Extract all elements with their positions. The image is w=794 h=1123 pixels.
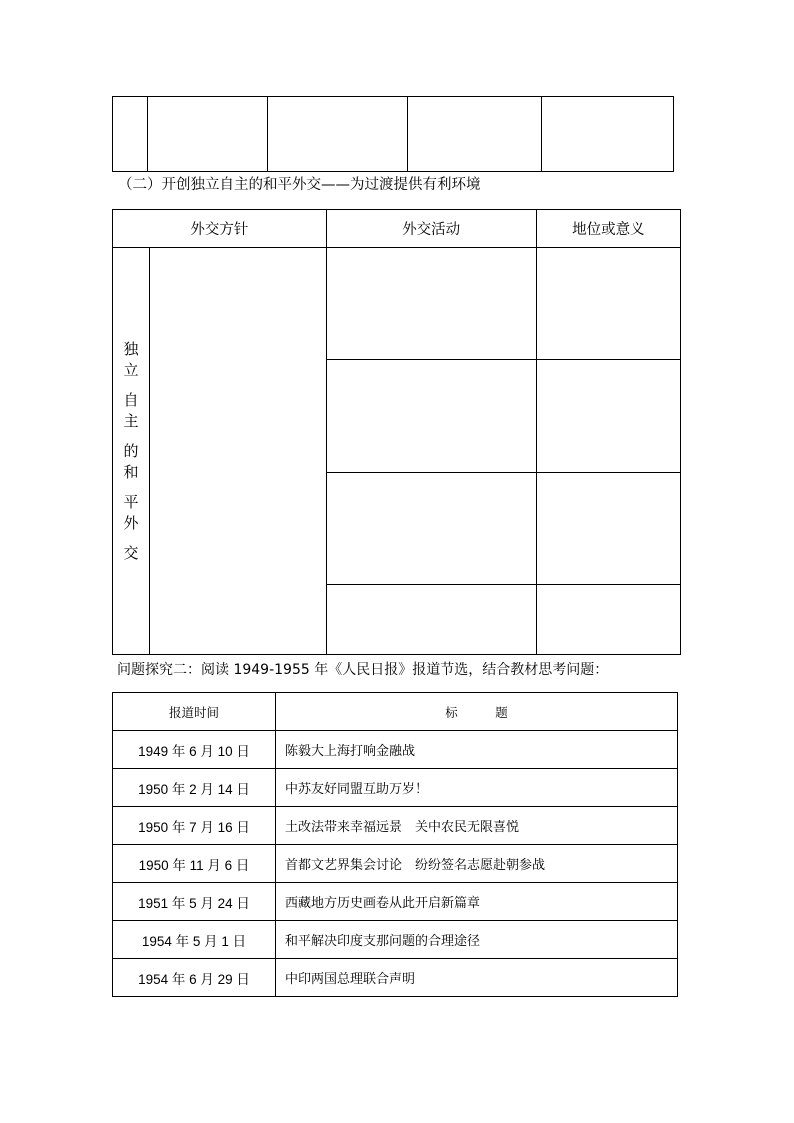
significance-cell <box>536 360 680 473</box>
section-heading: （二）开创独立自主的和平外交——为过渡提供有利环境 <box>118 177 481 193</box>
significance-cell <box>536 473 680 585</box>
activity-cell <box>326 473 536 585</box>
significance-cell <box>536 248 680 360</box>
table-cell <box>148 97 268 172</box>
vertical-char: 平 <box>123 492 139 511</box>
vertical-char: 独 <box>123 339 139 358</box>
row-title: 和平解决印度支那问题的合理途径 <box>276 921 678 959</box>
header-date: 报道时间 <box>113 693 276 731</box>
table-cell <box>113 97 148 172</box>
significance-cell <box>536 585 680 655</box>
vertical-char: 外 <box>123 513 139 532</box>
table-row <box>113 959 678 997</box>
row-date: 1951 年 5 月 24 日 <box>113 883 276 921</box>
header-title: 标 题 <box>276 693 678 731</box>
table-cell <box>542 97 674 172</box>
header-activity: 外交活动 <box>326 210 536 248</box>
row-date: 1950 年 2 月 14 日 <box>113 769 276 807</box>
row-title: 西藏地方历史画卷从此开启新篇章 <box>276 883 678 921</box>
inquiry-heading: 问题探究二：阅读 1949-1955 年《人民日报》报道节选，结合教材思考问题： <box>117 662 609 678</box>
row-title: 首都文艺界集会讨论 纷纷签名志愿赴朝参战 <box>276 845 678 883</box>
vertical-char: 和 <box>123 462 139 481</box>
vertical-char: 自 <box>123 390 139 409</box>
row-title: 中印两国总理联合声明 <box>276 959 678 997</box>
activity-cell <box>326 360 536 473</box>
row-date: 1954 年 5 月 1 日 <box>113 921 276 959</box>
vertical-char: 的 <box>123 441 139 460</box>
row-date: 1950 年 7 月 16 日 <box>113 807 276 845</box>
vertical-char: 交 <box>123 543 139 562</box>
header-significance: 地位或意义 <box>536 210 680 248</box>
activity-cell <box>326 585 536 655</box>
row-title: 陈毅大上海打响金融战 <box>276 731 678 769</box>
table-row <box>113 921 678 959</box>
table-row <box>113 883 678 921</box>
activity-cell <box>326 248 536 360</box>
table-cell <box>408 97 542 172</box>
news-table <box>112 692 678 997</box>
row-date: 1950 年 11 月 6 日 <box>113 845 276 883</box>
table-cell <box>268 97 408 172</box>
policy-cell <box>150 248 327 655</box>
vertical-char: 主 <box>123 411 139 430</box>
header-policy: 外交方针 <box>113 210 327 248</box>
table-row <box>113 807 678 845</box>
diplomacy-table <box>112 209 681 655</box>
table-row <box>113 731 678 769</box>
vertical-label <box>113 248 150 655</box>
row-date: 1954 年 6 月 29 日 <box>113 959 276 997</box>
row-title: 土改法带来幸福远景 关中农民无限喜悦 <box>276 807 678 845</box>
row-date: 1949 年 6 月 10 日 <box>113 731 276 769</box>
row-title: 中苏友好同盟互助万岁！ <box>276 769 678 807</box>
previous-table-fragment <box>112 96 674 172</box>
vertical-char: 立 <box>123 360 139 379</box>
table-row <box>113 845 678 883</box>
table-row <box>113 769 678 807</box>
